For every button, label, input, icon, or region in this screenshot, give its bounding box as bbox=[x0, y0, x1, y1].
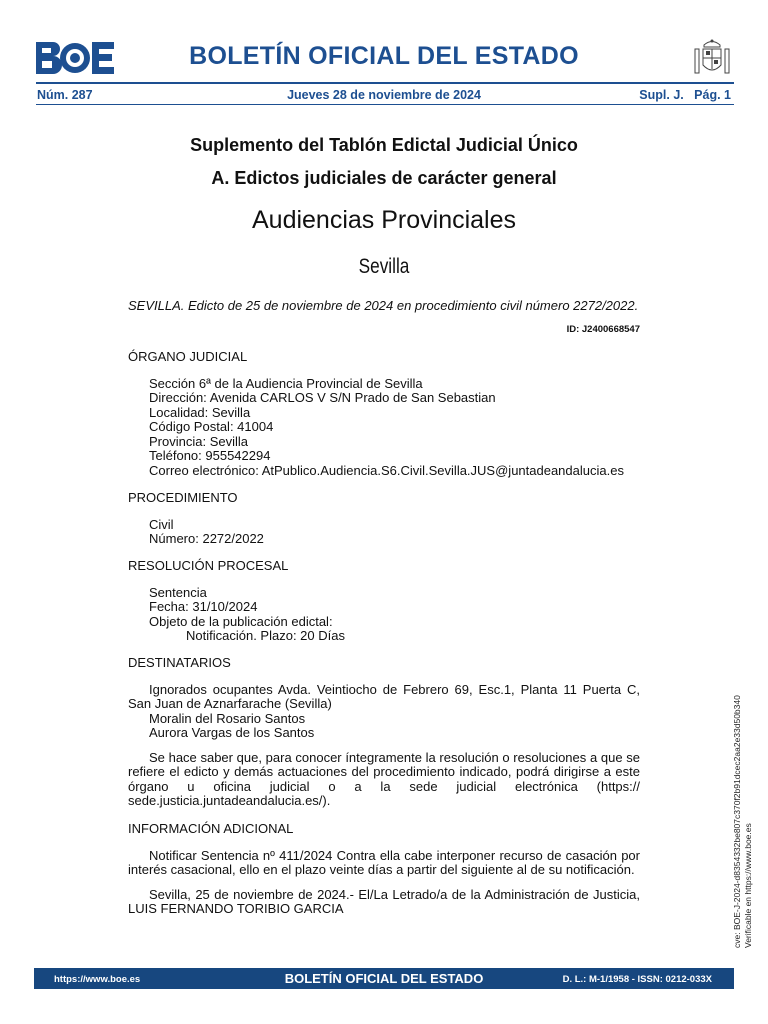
organo-line: Provincia: Sevilla bbox=[149, 433, 248, 449]
organo-line: Sección 6ª de la Audiencia Provincial de Sevilla bbox=[149, 375, 423, 391]
page-number: Supl. J. Pág. 1 bbox=[639, 88, 731, 102]
footer-legal: D. L.: M-1/1958 - ISSN: 0212-033X bbox=[562, 974, 712, 985]
issue-date: Jueves 28 de noviembre de 2024 bbox=[287, 88, 481, 102]
organo-title: ÓRGANO JUDICIAL bbox=[128, 349, 248, 364]
section-title: A. Edictos judiciales de carácter general bbox=[211, 168, 557, 188]
organo-email: Correo electrónico: AtPublico.Audiencia.S6.Civil.Sevilla.JUS@juntadeandalucia.es bbox=[149, 462, 624, 478]
resolucion-line: Sentencia bbox=[149, 584, 207, 600]
resolucion-title: RESOLUCIÓN PROCESAL bbox=[128, 558, 289, 573]
destinatario-name: Aurora Vargas de los Santos bbox=[149, 725, 315, 740]
court-type-heading: Audiencias Provinciales bbox=[251, 206, 517, 234]
procedimiento-line: Civil bbox=[149, 516, 174, 532]
organo-line: Código Postal: 41004 bbox=[149, 419, 274, 434]
edict-summary-text: SEVILLA. Edicto de 25 de noviembre de 2024 en procedimiento civil número 2272/2022. bbox=[128, 298, 639, 313]
organo-details bbox=[128, 377, 640, 479]
organo-line: Dirección: Avenida CARLOS V S/N Prado de San Sebastian bbox=[149, 390, 496, 405]
resolucion-line: Fecha: 31/10/2024 bbox=[149, 599, 258, 614]
verify-link[interactable]: Verificable en https://www.boe.es bbox=[743, 823, 753, 948]
issue-number: Núm. 287 bbox=[37, 88, 93, 102]
boe-logo bbox=[36, 42, 114, 74]
side-verification bbox=[732, 695, 754, 948]
page-title: BOLETÍN OFICIAL DEL ESTADO bbox=[189, 42, 579, 70]
header-rule-bottom bbox=[36, 104, 734, 105]
footer-title: BOLETÍN OFICIAL DEL ESTADO bbox=[284, 971, 484, 986]
resolucion-detail: Notificación. Plazo: 20 Días bbox=[186, 628, 345, 643]
footer-bar bbox=[34, 968, 734, 989]
info-title: INFORMACIÓN ADICIONAL bbox=[128, 821, 294, 836]
organo-line: Localidad: Sevilla bbox=[149, 404, 251, 420]
destinatarios-notice: Se hace saber que, para conocer íntegramente la resolución o resoluciones a que se refiere el edicto y demás actuaciones del procedimiento indicado, podrá dirigirse a este órgano u oficina judicial o a la sede judicial electrónica (https:// sede.justicia.juntadeandalucia.es/). bbox=[128, 749, 640, 808]
edict-id: ID: J2400668547 bbox=[566, 324, 640, 335]
procedimiento-title: PROCEDIMIENTO bbox=[128, 490, 238, 505]
destinatarios-title: DESTINATARIOS bbox=[128, 655, 231, 670]
coat-of-arms-icon bbox=[692, 37, 732, 79]
header-rule bbox=[36, 82, 734, 84]
closing-text: Sevilla, 25 de noviembre de 2024.- El/La Letrado/a de la Administración de Justicia, LUIS FERNANDO TORIBIO GARCIA bbox=[128, 886, 640, 916]
destinatario-first: Ignorados ocupantes Avda. Veintiocho de Febrero 69, Esc.1, Planta 11 Puerta C, San Juan de Aznarfarache (Sevilla) bbox=[128, 681, 640, 711]
organo-section bbox=[128, 350, 640, 478]
organo-line: Teléfono: 955542294 bbox=[149, 448, 271, 463]
destinatario-name: Moralin del Rosario Santos bbox=[149, 710, 306, 726]
edict-summary bbox=[128, 299, 640, 314]
cve-code: cve: BOE-J-2024-d8354332be807c370f2b91dcec2aa2e33d50b340 bbox=[732, 695, 742, 948]
supplement-title: Suplemento del Tablón Edictal Judicial Único bbox=[190, 135, 578, 155]
destinatarios-section bbox=[128, 656, 640, 809]
resolucion-line: Objeto de la publicación edictal: bbox=[149, 613, 333, 629]
city-heading: Sevilla bbox=[358, 255, 410, 278]
info-text: Notificar Sentencia nº 411/2024 Contra ella cabe interponer recurso de casación por interés casacional, ello en el plazo veinte días a partir del siguiente al de su notificación. bbox=[128, 847, 640, 877]
resolucion-section bbox=[128, 559, 640, 644]
procedimiento-line: Número: 2272/2022 bbox=[149, 531, 264, 546]
footer-url-link[interactable]: https://www.boe.es bbox=[54, 974, 141, 985]
procedimiento-section bbox=[128, 491, 640, 547]
info-section bbox=[128, 822, 640, 917]
